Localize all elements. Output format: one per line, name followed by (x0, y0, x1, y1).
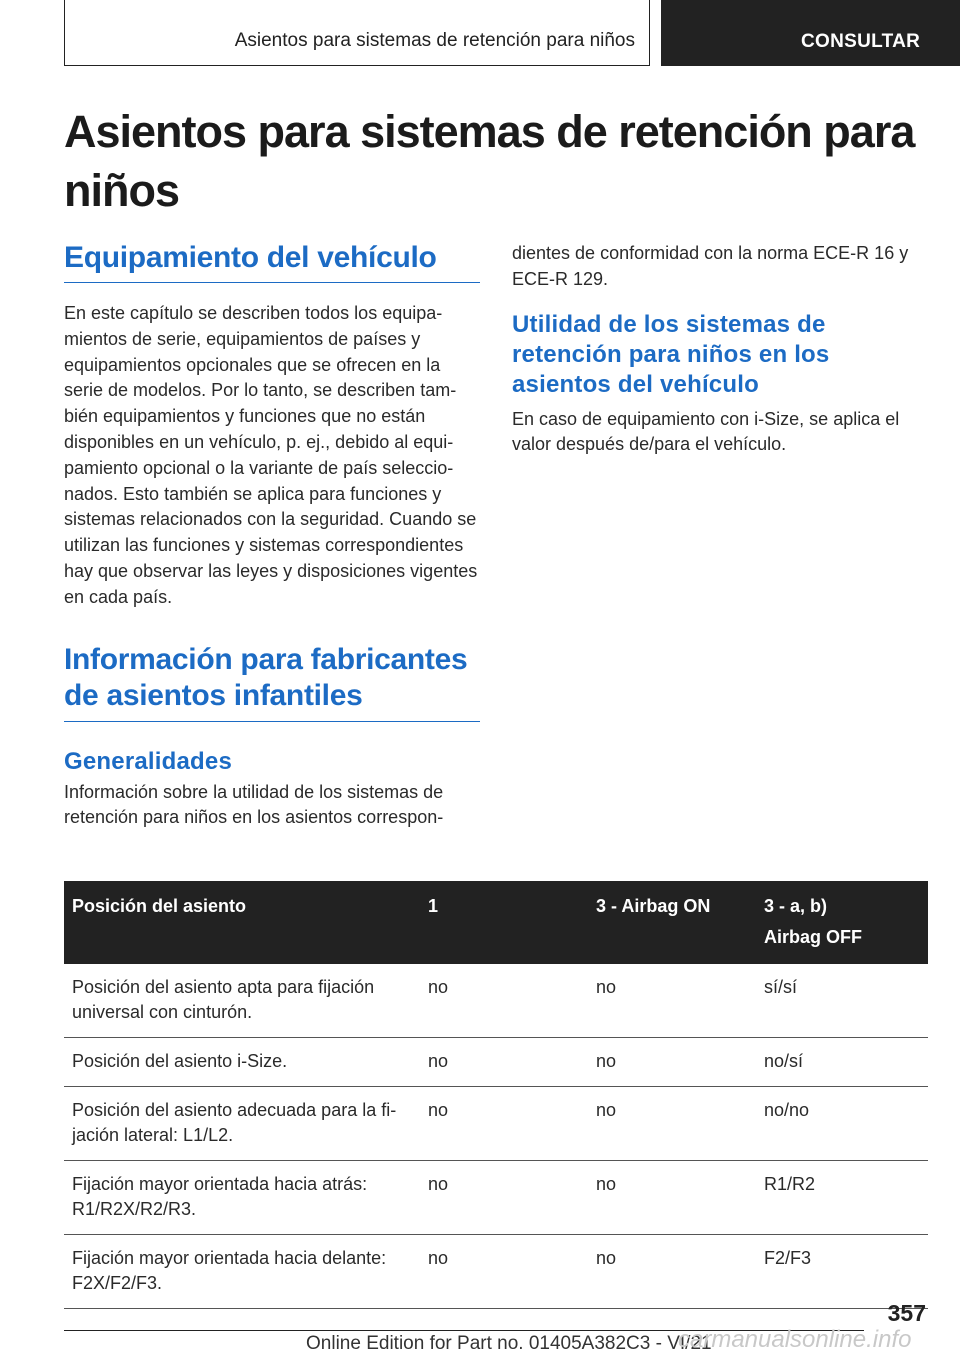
table-row (64, 1038, 928, 1087)
table-cell: no (588, 1087, 756, 1161)
table-cell: Fijación mayor orientada hacia atrás: R1/R2X/R2/R3. (64, 1161, 420, 1235)
table-cell: no (588, 1235, 756, 1309)
consultar-tab-label: CONSULTAR (801, 31, 921, 52)
table-row (64, 1235, 928, 1309)
running-header (64, 0, 650, 66)
table-cell: no/sí (756, 1038, 928, 1087)
table-cell: no (420, 1161, 588, 1235)
page-number: 357 (887, 1300, 926, 1326)
table-row (64, 1087, 928, 1161)
header-cell-airbag-on: 3 - Airbag ON (588, 881, 756, 964)
edition-note: Online Edition for Part no. 01405A382C3 - VI/21 (306, 1333, 712, 1354)
table-cell: no (420, 1235, 588, 1309)
header-cell-1: 1 (420, 881, 588, 964)
table-header-row (64, 881, 928, 964)
consultar-tab[interactable] (661, 0, 960, 66)
table-cell: Fijación mayor orientada hacia delante: F2X/F2/F3. (64, 1235, 420, 1309)
table-cell: no (588, 1038, 756, 1087)
table-cell: F2/F3 (756, 1235, 928, 1309)
table-cell: Posición del asiento i-Size. (64, 1038, 420, 1087)
paragraph-utilidad: En caso de equipamiento con i-Size, se aplica el valor después de/para el vehículo. (512, 408, 900, 455)
table-row (64, 1161, 928, 1235)
table-cell: sí/sí (756, 964, 928, 1038)
left-column (64, 240, 480, 831)
header-cell-airbag-off-line1: 3 - a, b) (764, 896, 828, 916)
table-cell: no/no (756, 1087, 928, 1161)
heading-equipamiento: Equipamiento del vehículo (64, 240, 480, 283)
heading-utilidad: Utilidad de los sistemas de retención para niños en los asientos del vehículo (512, 310, 830, 398)
paragraph-generalidades: Información sobre la utilidad de los sistemas de retención para niños en los asientos correspon- (64, 781, 444, 828)
right-column (512, 241, 928, 458)
table-cell: no (420, 1087, 588, 1161)
header-cell-position: Posición del asiento (64, 881, 420, 964)
running-header-title: Asientos para sistemas de retención para niños (234, 30, 635, 51)
paragraph-continuation: dientes de conformidad con la norma ECE-R 16 y ECE-R 129. (512, 243, 909, 289)
watermark: carmanualsonline.info (678, 1326, 912, 1353)
page-title: Asientos para sistemas de retención para niños (64, 106, 915, 216)
table-cell: Posición del asiento adecuada para la fijación lateral: L1/L2. (64, 1087, 420, 1161)
header-cell-airbag-off-line2: Airbag OFF (764, 927, 862, 947)
heading-informacion: Información para fabricantes de asientos infantiles (64, 642, 480, 722)
table-cell: no (420, 964, 588, 1038)
table-row (64, 964, 928, 1038)
seat-position-table (64, 881, 928, 1309)
table-cell: no (420, 1038, 588, 1087)
table-cell: no (588, 964, 756, 1038)
heading-generalidades: Generalidades (64, 747, 233, 775)
table-cell: no (588, 1161, 756, 1235)
table-cell: Posición del asiento apta para fijación universal con cinturón. (64, 964, 420, 1038)
paragraph-equipamiento: En este capítulo se describen todos los equipamientos de serie, equipamientos de países y equipamientos opcionales que se ofrecen en la serie de modelos. Por lo tanto, se describen también equipamientos y funciones que no están disponibles en un vehículo, p. ej., debido al equipamiento opcional o la variante de país seleccionados. Esto también se aplica para funciones y sistemas relacionados con la seguridad. Cuando se utilizan las funciones y sistemas correspondientes hay que observar las leyes y disposiciones vigentes en cada país. (64, 303, 478, 607)
header-cell-airbag-off (756, 881, 928, 964)
table-cell: R1/R2 (756, 1161, 928, 1235)
